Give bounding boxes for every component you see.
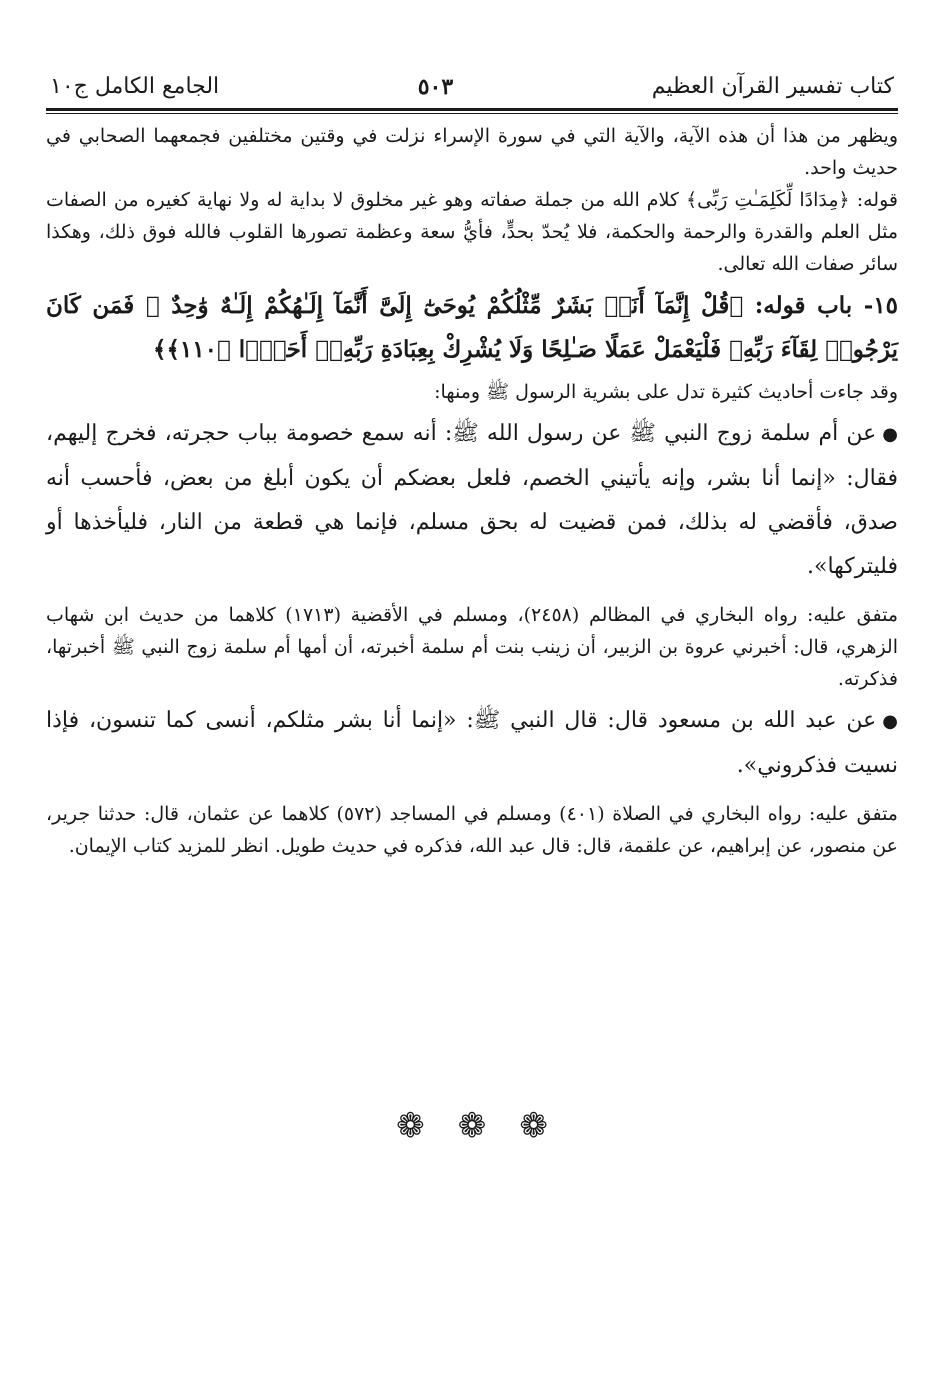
closing-ornaments xyxy=(0,1106,944,1146)
bullet-icon: ● xyxy=(882,711,898,732)
header-rule-thick xyxy=(46,108,898,111)
paragraph-intro: وقد جاءت أحاديث كثيرة تدل على بشرية الرسول ﷺ ومنها: xyxy=(434,381,898,403)
flower-ornament-icon: ❁ xyxy=(457,1106,487,1146)
header-rule-thin xyxy=(46,113,898,114)
bullet-icon: ● xyxy=(882,424,898,445)
running-header xyxy=(46,58,898,102)
paragraph-commentary: قوله: ﴿مِدَادًا لِّكَلِمَـٰتِ رَبِّى﴾ كلام الله من جملة صفاته وهو غير مخلوق لا بداية له ولا نهاية كغيره من الصفات مثل العلم والقدرة والرحمة والحكمة، فلا يُحدّ بحدٍّ، فأيُّ سعة وعظمة تصورها القلوب فالله فوق ذلك، وهكذا سائر صفات الله تعالى. xyxy=(46,189,898,275)
hadith-umm-salama xyxy=(46,412,898,589)
page-number: ٥٠٣ xyxy=(417,74,454,100)
hadith-text: عن أم سلمة زوج النبي ﷺ عن رسول الله ﷺ: أنه سمع خصومة بباب حجرته، فخرج إليهم، فقال: «إنما أنا بشر، وإنه يأتيني الخصم، فلعل بعضكم أن يكون أبلغ من بعض، فأحسب أنه صدق، فأقضي له بذلك، فمن قضيت له بحق مسلم، فإنما هي قطعة من النار، فليأخذها أو فليتركها». xyxy=(46,421,898,579)
flower-ornament-icon: ❁ xyxy=(396,1106,425,1146)
book-title-right: كتاب تفسير القرآن العظيم xyxy=(651,74,894,99)
flower-ornament-icon: ❁ xyxy=(519,1106,548,1146)
volume-title-left: الجامع الكامل ج١٠ xyxy=(50,74,220,99)
takhrij-second: متفق عليه: رواه البخاري في الصلاة (٤٠١) ومسلم في المساجد (٥٧٢) كلاهما عن عثمان، قال: حدثنا جرير، عن منصور، عن إبراهيم، عن علقمة، قال: قال عبد الله، فذكره في حديث طويل. انظر للمزيد كتاب الإيمان. xyxy=(46,803,898,857)
hadith-text: عن عبد الله بن مسعود قال: قال النبي ﷺ: «إنما أنا بشر مثلكم، أنسى كما تنسون، فإذا نسيت فذكروني». xyxy=(46,708,898,778)
takhrij-first: متفق عليه: رواه البخاري في المظالم (٢٤٥٨)، ومسلم في الأقضية (١٧١٣) كلاهما من حديث ابن شهاب الزهري، قال: أخبرني عروة بن الزبير، أن زينب بنت أم سلمة أخبرته، أن أمها أم سلمة زوج النبي ﷺ أخبرتها، فذكرته. xyxy=(46,604,898,690)
paragraph-explanation: ويظهر من هذا أن هذه الآية، والآية التي في سورة الإسراء نزلت في وقتين مختلفين فجمعهما الصحابي في حديث واحد. xyxy=(46,125,898,179)
book-page xyxy=(46,58,898,862)
hadith-ibn-masud xyxy=(46,699,898,788)
chapter-heading: ١٥- باب قوله: ﴿قُلْ إِنَّمَآ أَنَا۠ بَشَرٌ مِّثْلُكُمْ يُوحَىٰٓ إِلَىَّ أَنَّمَآ إِلَـٰهُكُمْ إِلَـٰهٌ وَٰحِدٌ ۖ فَمَن كَانَ يَرْجُوا۟ لِقَآءَ رَبِّهِۦ فَلْيَعْمَلْ عَمَلًا صَـٰلِحًا وَلَا يُشْرِكْ بِعِبَادَةِ رَبِّهِۦٓ أَحَدًۢا ﴿١١٠﴾﴾ xyxy=(46,292,898,363)
page-content xyxy=(46,120,898,862)
